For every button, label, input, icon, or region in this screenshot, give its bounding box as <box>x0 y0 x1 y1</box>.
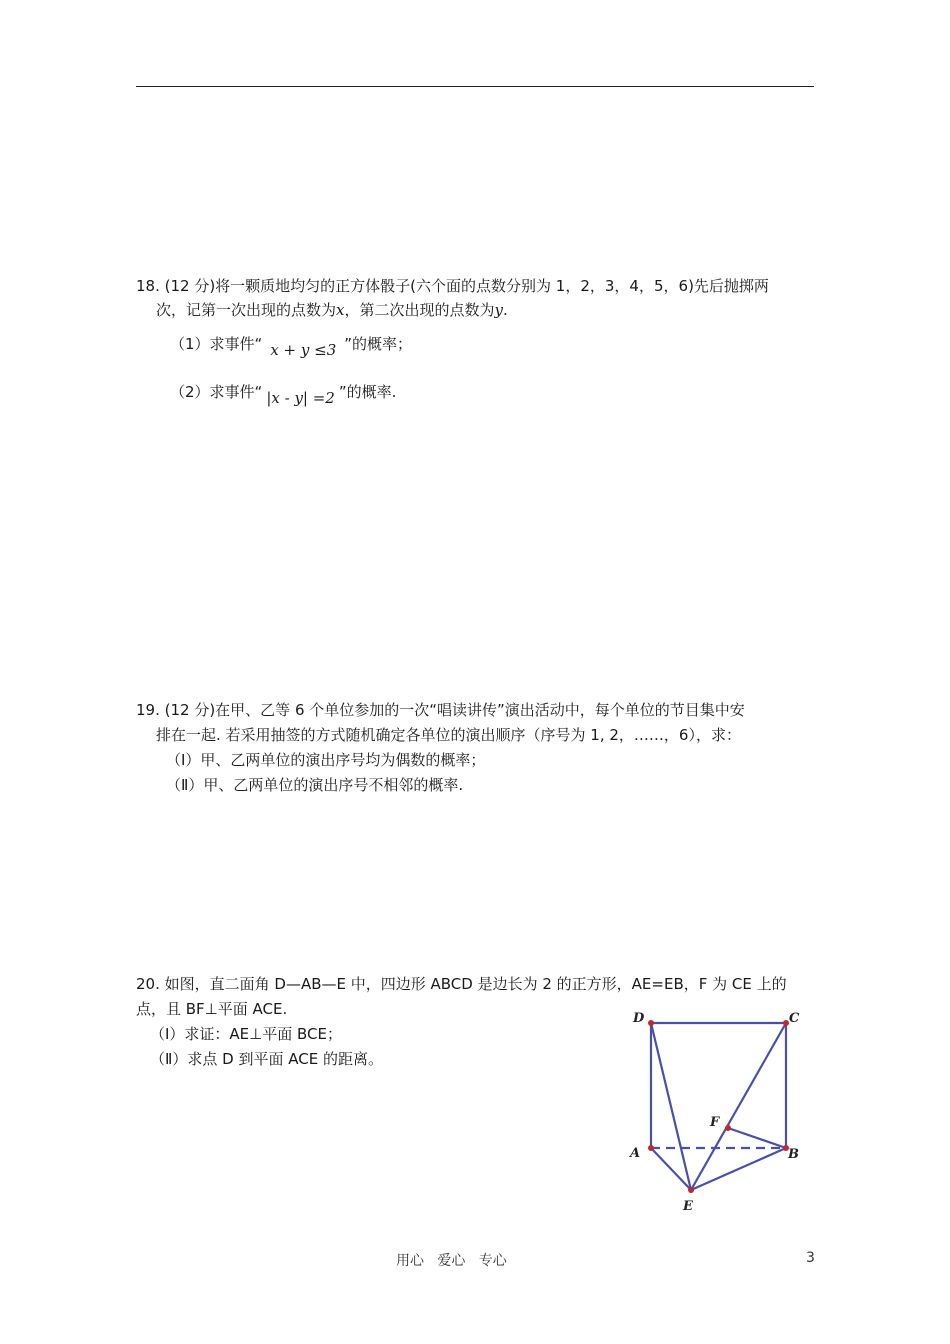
footer-motto: 用心 爱心 专心 <box>396 1253 507 1269</box>
vertex-A <box>648 1145 654 1151</box>
q20-line1: 20. 如图，直二面角 D—AB—E 中，四边形 ABCD 是边长为 2 的正方形，AE=EB，F 为 CE 上的 <box>136 975 787 993</box>
header-rule <box>136 86 814 87</box>
q18-line2-mid: ，第二次出现的点数为 <box>344 301 495 319</box>
q19-part2: （Ⅱ）甲、乙两单位的演出序号不相邻的概率. <box>166 776 464 794</box>
q18-line2 <box>156 300 508 320</box>
q20-part2: （Ⅱ）求点 D 到平面 ACE 的距离。 <box>150 1050 383 1068</box>
q18-var-x: x <box>336 301 345 319</box>
q18-part1-formula: x + y ≤3 <box>270 341 337 359</box>
q18-line1: 18. (12 分)将一颗质地均匀的正方体骰子(六个面的点数分别为 1，2，3，4，5，6)先后抛掷两 <box>136 277 769 295</box>
geometry-figure <box>620 1000 820 1220</box>
label-B: B <box>788 1147 799 1162</box>
figure-edges <box>651 1023 786 1190</box>
q18-line2-pre: 次，记第一次出现的点数为 <box>156 301 337 319</box>
edge-DE <box>651 1023 691 1190</box>
q20-part1: （Ⅰ）求证：AE⊥平面 BCE； <box>150 1025 342 1043</box>
label-E: E <box>683 1199 693 1214</box>
q18-part1-pre: （1）求事件“ <box>170 335 263 353</box>
q18-line2-end: . <box>502 301 508 319</box>
q20-line2: 点，且 BF⊥平面 ACE. <box>136 1000 288 1018</box>
edge-BE <box>691 1148 786 1190</box>
q19-part1: （Ⅰ）甲、乙两单位的演出序号均为偶数的概率； <box>166 751 486 769</box>
q18-var-y: y <box>494 301 503 319</box>
label-A: A <box>630 1146 641 1161</box>
q18-part1 <box>170 334 413 359</box>
q18-part2 <box>170 382 397 407</box>
q18-part2-formula: |x - y| =2 <box>266 389 335 407</box>
q18-part2-post: ”的概率. <box>338 383 397 401</box>
q18-part1-post: ”的概率； <box>344 335 413 353</box>
vertex-E <box>688 1187 694 1193</box>
edge-FB <box>728 1128 786 1148</box>
edge-CE <box>691 1023 786 1190</box>
page-number: 3 <box>806 1250 815 1266</box>
label-C: C <box>789 1011 800 1026</box>
vertex-F <box>725 1125 731 1131</box>
label-D: D <box>633 1011 645 1026</box>
q19-line2: 排在一起. 若采用抽签的方式随机确定各单位的演出顺序（序号为 1, 2，……，6），求： <box>156 726 741 744</box>
label-F: F <box>710 1115 720 1130</box>
q18-part2-pre: （2）求事件“ <box>170 383 263 401</box>
q19-line1: 19. (12 分)在甲、乙等 6 个单位参加的一次“唱读讲传”演出活动中，每个单位的节目集中安 <box>136 701 745 719</box>
vertex-D <box>648 1020 654 1026</box>
